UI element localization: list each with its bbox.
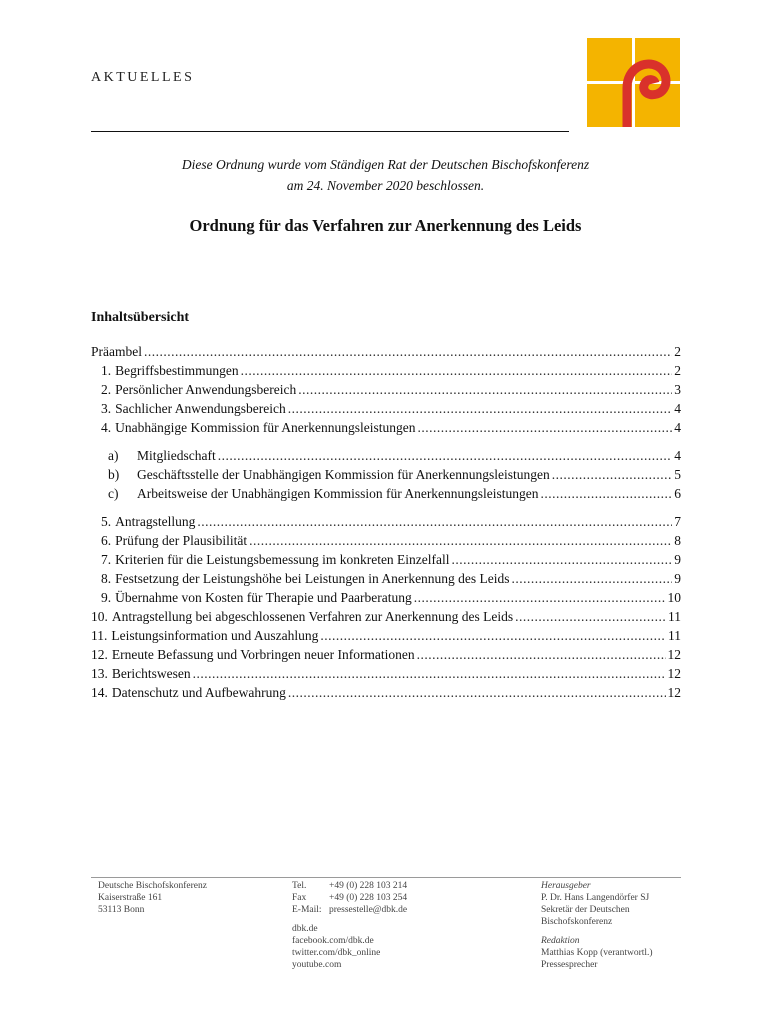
toc-entry-label: Begriffsbestimmungen (115, 363, 239, 378)
toc-dot-leader (417, 645, 666, 664)
toc-entry[interactable] (101, 399, 681, 418)
toc-dot-leader (298, 380, 672, 399)
toc-entry-label: Antragstellung bei abgeschlossenen Verfahren zur Anerkennung des Leids (111, 609, 514, 624)
editor-label: Redaktion (541, 936, 580, 946)
toc-entry-page: 2 (674, 363, 681, 378)
toc-dot-leader (288, 399, 673, 418)
fax-label: Fax (292, 893, 307, 903)
toc-entry-page: 8 (674, 533, 681, 548)
toc-dot-leader (541, 484, 673, 503)
toc-entry-number: 8. (101, 571, 112, 586)
toc-entry[interactable] (108, 446, 681, 465)
intro-line-2: am 24. November 2020 beschlossen. (286, 178, 485, 193)
editor-line: Matthias Kopp (verantwortl.) (541, 948, 653, 958)
toc-entry-label: Arbeitsweise der Unabhängigen Kommission für Anerkennungsleistungen (137, 486, 539, 501)
email-address[interactable]: pressestelle@dbk.de (329, 905, 408, 915)
toc-dot-leader (193, 664, 666, 683)
toc-entry-number: 1. (101, 363, 112, 378)
toc-entry-number: 2. (101, 382, 112, 397)
toc-entry[interactable] (101, 550, 681, 569)
publisher-line: Bischofskonferenz (541, 917, 613, 927)
toc-entry-label: Mitgliedschaft (137, 448, 216, 463)
toc-entry[interactable] (108, 484, 681, 503)
publisher-line: Sekretär der Deutschen (541, 905, 630, 915)
toc-entry-label: Datenschutz und Aufbewahrung (111, 685, 286, 700)
toc-dot-leader (417, 418, 672, 437)
address-line: 53113 Bonn (98, 905, 145, 915)
email-label: E-Mail: (292, 905, 322, 915)
toc-entry-label: Unabhängige Kommission für Anerkennungsleistungen (115, 420, 416, 435)
toc-dot-leader (218, 446, 673, 465)
toc-dot-leader (241, 361, 673, 380)
publisher-label: Herausgeber (541, 881, 591, 891)
publisher-line: P. Dr. Hans Langendörfer SJ (541, 893, 650, 903)
toc-entry-label: Persönlicher Anwendungsbereich (115, 382, 297, 397)
toc-entry-label: Geschäftsstelle der Unabhängigen Kommission für Anerkennungsleistungen (137, 467, 550, 482)
toc-entry-label: Prüfung der Plausibilität (115, 533, 248, 548)
toc-dot-leader (414, 588, 666, 607)
footer-publisher (541, 880, 653, 971)
toc-entry-page: 5 (674, 467, 681, 482)
toc-entry-label: Erneute Befassung und Vorbringen neuer Informationen (111, 647, 415, 662)
toc-entry-number: b) (108, 467, 120, 482)
toc-entry-number: 9. (101, 590, 112, 605)
web-link[interactable]: facebook.com/dbk.de (292, 936, 374, 946)
toc-entry[interactable] (91, 683, 681, 702)
toc-entry-page: 10 (667, 590, 681, 605)
toc-entry-label: Sachlicher Anwendungsbereich (115, 401, 286, 416)
toc-entry-page: 12 (667, 685, 681, 700)
toc-entry-number: a) (108, 448, 119, 463)
toc-entry[interactable] (101, 418, 681, 437)
toc-entry[interactable] (101, 569, 681, 588)
toc-entry[interactable] (101, 588, 681, 607)
document-title: Ordnung für das Verfahren zur Anerkennung des Leids (189, 216, 582, 235)
toc-entry[interactable] (101, 361, 681, 380)
footer-contact (292, 880, 407, 971)
toc-entry-page: 9 (674, 552, 681, 567)
toc-entry-page: 3 (674, 382, 681, 397)
toc-entry[interactable] (91, 626, 681, 645)
toc-dot-leader (288, 683, 666, 702)
toc-entry[interactable] (108, 465, 681, 484)
intro-line-1: Diese Ordnung wurde vom Ständigen Rat der Deutschen Bischofskonferenz (181, 157, 590, 172)
toc-dot-leader (320, 626, 666, 645)
toc-entry-page: 11 (668, 628, 681, 643)
toc-entry-number: c) (108, 486, 119, 501)
toc-entry-number: 12. (91, 647, 108, 662)
toc-entry-label: Leistungsinformation und Auszahlung (111, 628, 319, 643)
toc-entry-number: 10. (91, 609, 108, 624)
toc-entry-number: 14. (91, 685, 108, 700)
toc-dot-leader (197, 512, 672, 531)
toc-entry-number: 3. (101, 401, 112, 416)
toc-heading: Inhaltsübersicht (91, 310, 190, 325)
toc-entry-page: 4 (674, 420, 681, 435)
toc-entry[interactable] (91, 342, 681, 361)
editor-line: Pressesprecher (541, 960, 598, 970)
toc-entry-page: 11 (668, 609, 681, 624)
toc-entry[interactable] (91, 664, 681, 683)
address-line: Deutsche Bischofskonferenz (98, 881, 207, 891)
toc-entry-label: Berichtswesen (111, 666, 191, 681)
footer-address (98, 880, 207, 916)
toc-entry-page: 12 (667, 647, 681, 662)
section-label: AKTUELLES (91, 70, 195, 85)
toc-entry-number: 6. (101, 533, 112, 548)
toc-entry-page: 9 (674, 571, 681, 586)
toc-dot-leader (249, 531, 672, 550)
toc-entry[interactable] (101, 512, 681, 531)
toc-entry-page: 7 (674, 514, 681, 529)
toc-dot-leader (452, 550, 673, 569)
dbk-logo (587, 38, 680, 127)
toc-dot-leader (515, 607, 666, 626)
toc-dot-leader (144, 342, 672, 361)
intro-text (91, 154, 680, 196)
toc-entry[interactable] (101, 380, 681, 399)
toc-entry-page: 2 (674, 344, 681, 359)
tel-number: +49 (0) 228 103 214 (329, 881, 408, 891)
header-rule (91, 131, 569, 132)
toc-entry[interactable] (91, 645, 681, 664)
toc-dot-leader (512, 569, 673, 588)
web-link[interactable]: twitter.com/dbk_online (292, 948, 381, 958)
web-link[interactable]: dbk.de (292, 924, 318, 934)
toc-entry-page: 6 (674, 486, 681, 501)
toc-entry-number: 11. (91, 628, 108, 643)
toc-entry-number: 7. (101, 552, 112, 567)
footer-rule (91, 877, 681, 878)
toc-entry-number: 5. (101, 514, 112, 529)
fax-number: +49 (0) 228 103 254 (329, 893, 408, 903)
toc-entry-label: Übernahme von Kosten für Therapie und Paarberatung (115, 590, 412, 605)
tel-label: Tel. (292, 881, 307, 891)
toc-entry-label: Kriterien für die Leistungsbemessung im konkreten Einzelfall (115, 552, 450, 567)
toc-entry-label: Präambel (91, 344, 142, 359)
toc-entry-label: Antragstellung (115, 514, 196, 529)
toc-entry-number: 13. (91, 666, 108, 681)
toc-entry-page: 12 (667, 666, 681, 681)
web-link[interactable]: youtube.com (292, 960, 342, 970)
toc-entry-page: 4 (674, 401, 681, 416)
toc-dot-leader (552, 465, 672, 484)
toc-entry[interactable] (91, 607, 681, 626)
toc-entry-number: 4. (101, 420, 112, 435)
address-line: Kaiserstraße 161 (98, 893, 163, 903)
toc-entry-label: Festsetzung der Leistungshöhe bei Leistungen in Anerkennung des Leids (115, 571, 510, 586)
toc-entry-page: 4 (674, 448, 681, 463)
toc-entry[interactable] (101, 531, 681, 550)
